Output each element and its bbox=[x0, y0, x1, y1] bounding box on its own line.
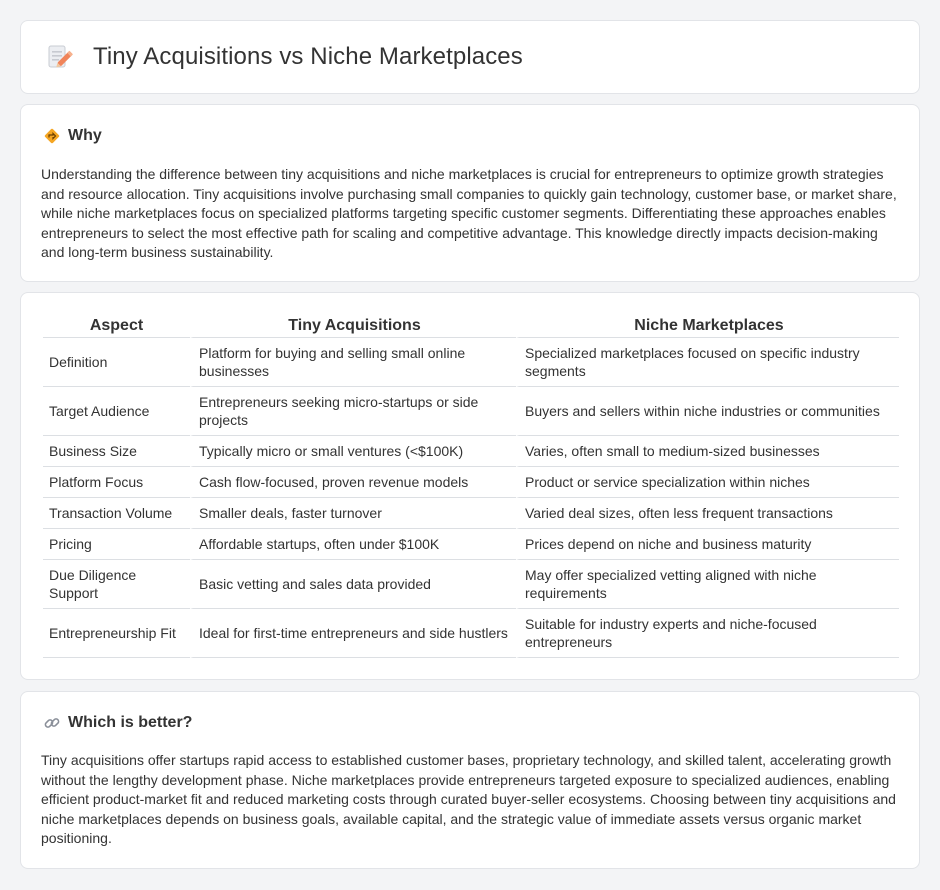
better-title: Which is better? bbox=[68, 714, 193, 731]
table-cell: Business Size bbox=[43, 436, 190, 467]
table-row bbox=[43, 387, 899, 436]
table-cell: Varies, often small to medium-sized businesses bbox=[516, 436, 899, 467]
table-cell: Entrepreneurship Fit bbox=[43, 609, 190, 658]
table-cell: Varied deal sizes, often less frequent transactions bbox=[516, 498, 899, 529]
table-cell: Typically micro or small ventures (<$100K) bbox=[190, 436, 516, 467]
title-row bbox=[45, 43, 523, 71]
header-card bbox=[20, 20, 920, 94]
table-row bbox=[43, 560, 899, 609]
table-row bbox=[43, 436, 899, 467]
table-cell: Basic vetting and sales data provided bbox=[190, 560, 516, 609]
why-card bbox=[20, 104, 920, 282]
document-pencil-icon bbox=[45, 43, 73, 71]
table-cell: Suitable for industry experts and niche-focused entrepreneurs bbox=[516, 609, 899, 658]
table-cell: Smaller deals, faster turnover bbox=[190, 498, 516, 529]
table-cell: Target Audience bbox=[43, 387, 190, 436]
table-cell: Platform for buying and selling small online businesses bbox=[190, 338, 516, 387]
column-header: Tiny Acquisitions bbox=[190, 315, 516, 338]
better-heading bbox=[43, 714, 192, 732]
link-icon bbox=[43, 714, 61, 732]
table-cell: Transaction Volume bbox=[43, 498, 190, 529]
table-row bbox=[43, 498, 899, 529]
diamond-signpost-icon bbox=[43, 127, 61, 145]
table-cell: Specialized marketplaces focused on specific industry segments bbox=[516, 338, 899, 387]
table-row bbox=[43, 529, 899, 560]
why-text: Understanding the difference between tiny acquisitions and niche marketplaces is crucial for entrepreneurs to optimize growth strategies and resource allocation. Tiny acquisitions involve purchasing small companies to quickly gain technology, customer base, or market share, while niche marketplaces focus on specialized platforms targeting specific customer segments. Differentiating these approaches enables entrepreneurs to select the most effective path for scaling and competitive advantage. This knowledge directly impacts decision-making and long-term business sustainability. bbox=[41, 166, 897, 261]
table-cell: Platform Focus bbox=[43, 467, 190, 498]
column-header: Aspect bbox=[43, 315, 190, 338]
comparison-card bbox=[20, 292, 920, 680]
better-card bbox=[20, 691, 920, 869]
table-header-row bbox=[43, 315, 899, 338]
table-row bbox=[43, 609, 899, 658]
table-cell: Entrepreneurs seeking micro-startups or side projects bbox=[190, 387, 516, 436]
table-cell: Pricing bbox=[43, 529, 190, 560]
table-cell: Affordable startups, often under $100K bbox=[190, 529, 516, 560]
page-title: Tiny Acquisitions vs Niche Marketplaces bbox=[93, 43, 523, 70]
table-cell: Product or service specialization within niches bbox=[516, 467, 899, 498]
table-row bbox=[43, 467, 899, 498]
table-cell: Prices depend on niche and business maturity bbox=[516, 529, 899, 560]
table-cell: Buyers and sellers within niche industries or communities bbox=[516, 387, 899, 436]
comparison-table bbox=[43, 315, 899, 658]
better-text: Tiny acquisitions offer startups rapid access to established customer bases, proprietary technology, and skilled talent, accelerating growth without the lengthy development phase. Niche marketplaces provide entrepreneurs targeted exposure to specialized audiences, enabling efficient product-market fit and reduced marketing costs through curated buyer-seller ecosystems. Choosing between tiny acquisitions and niche marketplaces depends on business goals, available capital, and the strategic value of immediate assets versus organic market positioning. bbox=[41, 752, 896, 847]
table-cell: Ideal for first-time entrepreneurs and side hustlers bbox=[190, 609, 516, 658]
why-title: Why bbox=[68, 127, 102, 144]
table-cell: Due Diligence Support bbox=[43, 560, 190, 609]
table-row bbox=[43, 338, 899, 387]
table-cell: May offer specialized vetting aligned with niche requirements bbox=[516, 560, 899, 609]
why-heading bbox=[43, 127, 102, 145]
table-cell: Definition bbox=[43, 338, 190, 387]
column-header: Niche Marketplaces bbox=[516, 315, 899, 338]
table-cell: Cash flow-focused, proven revenue models bbox=[190, 467, 516, 498]
